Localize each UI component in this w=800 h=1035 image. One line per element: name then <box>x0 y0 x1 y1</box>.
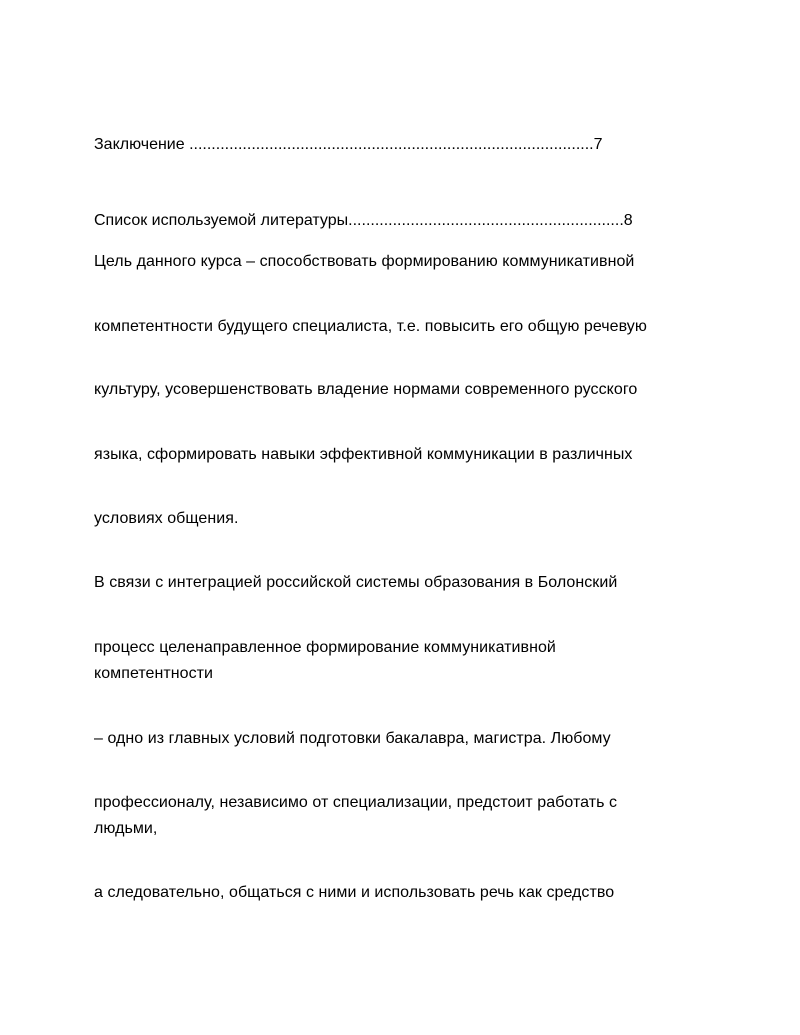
body-line: людьми, <box>94 820 158 837</box>
body-line: условиях общения. <box>94 510 239 527</box>
body-line: – одно из главных условий подготовки бакалавра, магистра. Любому <box>94 730 611 747</box>
body-line: культуру, усовершенствовать владение нормами современного русского <box>94 381 638 398</box>
toc-entry-leader: .............................................................. <box>348 212 624 229</box>
toc-entry-title: Список используемой литературы <box>94 212 349 229</box>
body-line: а следовательно, общаться с ними и использовать речь как средство <box>94 884 615 901</box>
body-line: В связи с интеграцией российской системы образования в Болонский <box>94 574 618 591</box>
body-line: компетентности <box>94 665 214 682</box>
toc-entry-page: 7 <box>593 136 603 153</box>
body-line: профессионалу, независимо от специализации, предстоит работать с <box>94 794 618 811</box>
toc-entry-leader: ........................................................................................... <box>189 136 594 153</box>
body-line: процесс целенаправленное формирование коммуникативной <box>94 639 556 656</box>
body-line: языка, сформировать навыки эффективной коммуникации в различных <box>94 446 633 463</box>
body-line: Цель данного курса – способствовать формированию коммуникативной <box>94 253 635 270</box>
toc-entry-conclusion <box>94 133 603 157</box>
body-line: компетентности будущего специалиста, т.е. повысить его общую речевую <box>94 318 647 335</box>
toc-entry-references <box>94 209 633 233</box>
toc-entry-page: 8 <box>623 212 633 229</box>
toc-entry-title: Заключение <box>94 136 190 153</box>
